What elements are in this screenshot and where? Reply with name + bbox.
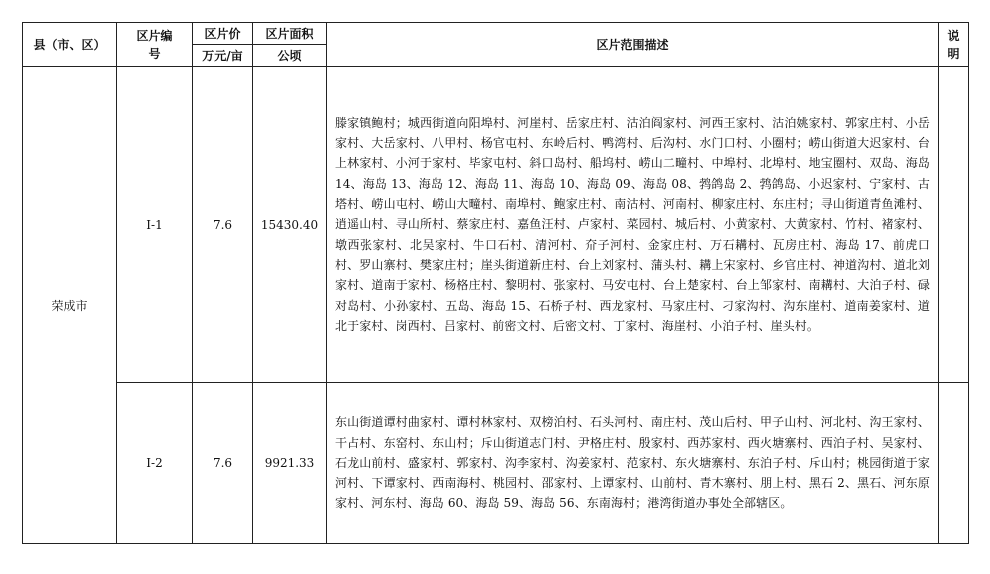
header-county-label: 县（市、区） — [33, 37, 106, 52]
land-zone-price-table — [22, 22, 969, 544]
header-note-line1: 说 — [947, 28, 960, 43]
header-scope-label: 区片范围描述 — [596, 37, 669, 52]
header-area — [253, 23, 327, 45]
area-cell — [253, 383, 327, 544]
area-cell — [253, 67, 327, 383]
area-value: 15430.40 — [260, 217, 319, 232]
zone-id-cell — [117, 383, 193, 544]
scope-cell — [327, 67, 939, 383]
header-note — [939, 23, 969, 67]
header-price-unit — [193, 45, 253, 67]
header-price-label: 区片价 — [204, 26, 241, 41]
header-note-line2: 明 — [947, 46, 960, 61]
header-price-unit-label: 万元/亩 — [202, 48, 243, 63]
header-zone-id-line2: 号 — [148, 46, 161, 61]
table-row — [23, 67, 969, 383]
zone-id: Ⅰ-1 — [146, 217, 163, 232]
price-value: 7.6 — [212, 456, 233, 470]
scope-text: 东山街道谭村曲家村、谭村林家村、双榜泊村、石头河村、南庄村、茂山后村、甲子山村、河北村、沟王家村、干占村、东窑村、东山村；斥山街道志门村、尹格庄村、殷家村、西苏家村、西火塘寨村、西泊子村、吴家村、石龙山前村、盛家村、郭家村、沟李家村、沟姜家村、范家村、东火塘寨村、东泊子村、斥山村；桃园街道于家河村、下谭家村、西南海村、桃园村、邵家村、上谭家村、山前村、青木寨村、朋上村、黑石 2、黑石、河东原家村、河东村、海岛 60、海岛 59、海岛 56、东南海村；港湾街道办事处全部辖区。 — [335, 415, 930, 511]
note-cell — [939, 67, 969, 383]
scope-text: 滕家镇鲍村；城西街道向阳埠村、河崖村、岳家庄村、沽泊阎家村、河西王家村、沽泊姚家村、郭家庄村、小岳家村、大岳家村、八甲村、杨官屯村、东岭后村、鸭湾村、后沟村、水门口村、小圈村；崂山街道大迟家村、台上林家村、小河于家村、毕家屯村、斜口岛村、船坞村、崂山二疃村、中埠村、北埠村、地宝圈村、双岛、海岛 14、海岛 13、海岛 12、海岛 11、海岛 10、海岛 09、海岛 08、鹁鸽岛 2、鹁鸽岛、小迟家村、宁家村、古塔村、崂山屯村、崂山大疃村、南埠村、鲍家庄村、南沽村、河南村、柳家庄村、东庄村；寻山街道青鱼滩村、逍遥山村、寻山所村、蔡家庄村、嘉鱼汪村、卢家村、菜园村、城后村、小黄家村、大黄家村、竹村、褚家村、墩西张家村、北吴家村、牛口石村、清河村、夼子河村、金家庄村、万石耩村、瓦房庄村、海岛 17、前虎口村、罗山寨村、樊家庄村；崖头街道新庄村、台上刘家村、蒲头村、耩上宋家村、乡官庄村、神道沟村、道北刘家村、道南于家村、杨格庄村、黎明村、张家村、马安屯村、台上楚家村、台上邹家村、南耩村、大泊子村、碌对岛村、小孙家村、五岛、海岛 15、石桥子村、西龙家村、马家庄村、刁家沟村、沟东崖村、道南姜家村、道北于家村、岗西村、吕家村、前密文村、后密文村、丁家村、海崖村、小泊子村、崖头村。 — [335, 115, 930, 333]
price-cell — [193, 67, 253, 383]
header-scope — [327, 23, 939, 67]
zone-id: Ⅰ-2 — [146, 456, 163, 470]
header-area-unit-label: 公顷 — [277, 48, 302, 63]
table-row — [23, 383, 969, 544]
county-name: 荣成市 — [51, 298, 88, 313]
scope-cell — [327, 383, 939, 544]
note-cell — [939, 383, 969, 544]
header-zone-id — [117, 23, 193, 67]
header-price — [193, 23, 253, 45]
header-county — [23, 23, 117, 67]
header-area-unit — [253, 45, 327, 67]
header-area-label: 区片面积 — [265, 26, 314, 41]
price-cell — [193, 383, 253, 544]
price-value: 7.6 — [212, 217, 233, 232]
header-zone-id-line1: 区片编 — [136, 28, 173, 43]
area-value: 9921.33 — [264, 456, 315, 470]
county-cell — [23, 67, 117, 544]
zone-id-cell — [117, 67, 193, 383]
